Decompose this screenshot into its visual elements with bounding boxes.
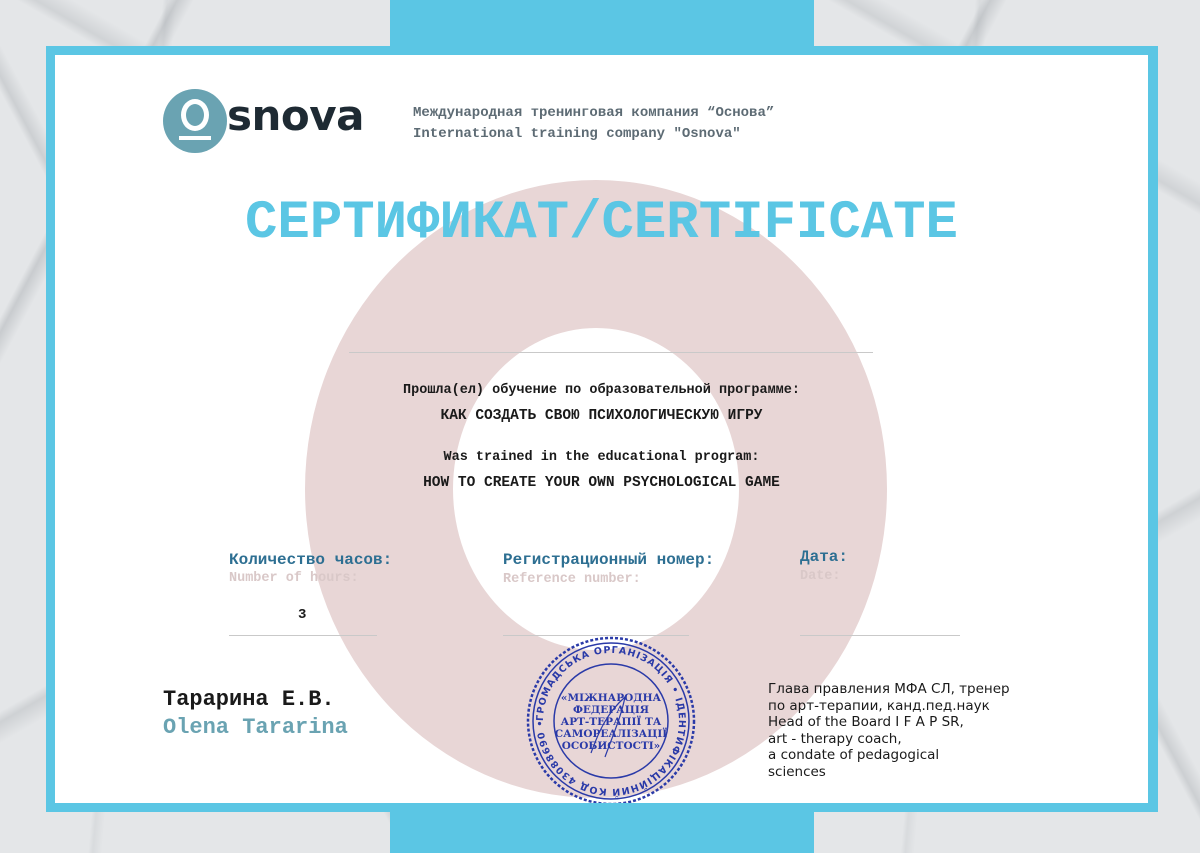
- stamp-seal-icon: [525, 635, 697, 803]
- role-line: по арт-терапии, канд.пед.наук: [768, 697, 990, 714]
- program-name-ru: КАК СОЗДАТЬ СВОЮ ПСИХОЛОГИЧЕСКУЮ ИГРУ: [440, 408, 763, 424]
- signatory-name-ru: Тарарина Е.В.: [163, 687, 335, 712]
- logo-underline: [179, 136, 211, 140]
- reference-label-en: Reference number:: [503, 572, 641, 587]
- role-line: Head of the Board I F A P SR,: [768, 714, 964, 730]
- stamp-inner-line: ФЕДЕРАЦІЯ: [572, 704, 650, 716]
- date-label-ru: Дата:: [800, 548, 849, 566]
- svg-text:ГРОМАДСЬКА ОРГАНІЗАЦІЯ • ІДЕНТ: ГРОМАДСЬКА ОРГАНІЗАЦІЯ • ІДЕНТИФІКАЦІЙНИЙ КОД 43088690 •: [534, 644, 688, 798]
- stamp-inner-line: «МІЖНАРОДНА: [560, 692, 662, 704]
- logo-text: snova: [227, 91, 364, 140]
- program-intro-en: Was trained in the educational program:: [443, 450, 760, 465]
- company-name: [413, 103, 774, 145]
- stamp-inner-line: САМОРЕАЛІЗАЦІЇ: [554, 728, 668, 740]
- date-underline: [800, 635, 960, 636]
- official-stamp: [525, 635, 697, 803]
- company-name-ru: Международная тренинговая компания “Основа”: [413, 105, 775, 121]
- stamp-inner-line: ОСОБИСТОСТІ»: [561, 740, 661, 752]
- role-line: sciences: [768, 763, 826, 780]
- logo-circle: [163, 89, 227, 153]
- role-line: a condate of pedagogical: [768, 747, 940, 763]
- role-line: Глава правления МФА СЛ, тренер: [768, 681, 1010, 697]
- reference-label-ru: Регистрационный номер:: [503, 551, 715, 569]
- hours-value: 3: [298, 607, 307, 623]
- program-name-en: HOW TO CREATE YOUR OWN PSYCHOLOGICAL GAME: [423, 475, 780, 491]
- logo-o-icon: [181, 99, 209, 131]
- company-name-en: International training company "Osnova": [413, 126, 741, 142]
- signatory-role: [768, 681, 1048, 780]
- certificate-title: СЕРТИФИКАТ/CERTIFICATE: [245, 193, 958, 254]
- stamp-inner-line: АРТ-ТЕРАПІЇ ТА: [560, 716, 662, 728]
- date-label-en: Date:: [800, 569, 841, 584]
- hours-label-ru: Количество часов:: [229, 551, 393, 569]
- role-line: art - therapy coach,: [768, 730, 902, 747]
- osnova-logo: [163, 89, 373, 155]
- hours-underline: [229, 635, 377, 636]
- hours-label-en: Number of hours:: [229, 571, 359, 586]
- signatory-name-en: Olena Tararina: [163, 715, 348, 740]
- divider-line: [349, 352, 873, 353]
- program-intro-ru: Прошла(ел) обучение по образовательной программе:: [403, 383, 800, 398]
- certificate-card: [55, 55, 1148, 803]
